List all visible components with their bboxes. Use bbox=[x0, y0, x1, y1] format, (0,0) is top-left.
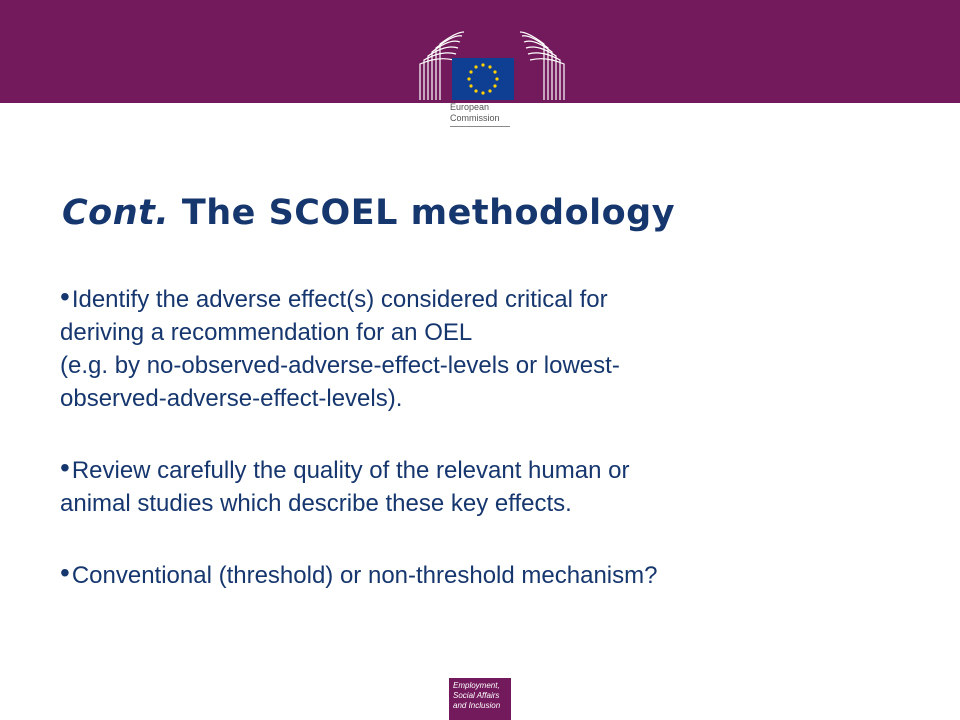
bullet-line: Conventional (threshold) or non-threshold mechanism? bbox=[71, 562, 658, 589]
bullet-list bbox=[60, 280, 900, 628]
bullet-line: deriving a recommendation for an OEL bbox=[60, 319, 473, 346]
bullet-line: Review carefully the quality of the relevant human or bbox=[71, 457, 630, 484]
bullet-line: animal studies which describe these key effects. bbox=[60, 490, 572, 517]
badge-text bbox=[453, 681, 509, 711]
european-commission-berlaymont-icon bbox=[418, 30, 566, 102]
bullet-dot-icon: • bbox=[60, 557, 70, 588]
bullet-dot-icon: • bbox=[60, 281, 70, 312]
logo-line-european: European bbox=[450, 102, 490, 112]
bullet-line: (e.g. by no-observed-adverse-effect-levels or lowest- bbox=[60, 352, 620, 379]
logo-wordmark bbox=[450, 102, 540, 124]
bullet-line: observed-adverse-effect-levels). bbox=[60, 385, 403, 412]
slide-title bbox=[62, 193, 675, 233]
bullet-item bbox=[60, 280, 900, 415]
slide-title-main: The SCOEL methodology bbox=[181, 193, 676, 233]
european-commission-logo bbox=[418, 30, 566, 136]
dg-employment-badge bbox=[449, 678, 511, 720]
logo-line-commission: Commission bbox=[450, 113, 500, 123]
bullet-dot-icon: • bbox=[60, 452, 70, 483]
bullet-item bbox=[60, 556, 900, 592]
badge-line: Employment, bbox=[453, 681, 500, 690]
logo-divider bbox=[450, 126, 510, 127]
bullet-item bbox=[60, 451, 900, 520]
badge-line: and Inclusion bbox=[453, 701, 501, 710]
slide-title-prefix: Cont. bbox=[62, 193, 170, 233]
badge-line: Social Affairs bbox=[453, 691, 500, 700]
bullet-line: Identify the adverse effect(s) considered critical for bbox=[71, 286, 608, 313]
